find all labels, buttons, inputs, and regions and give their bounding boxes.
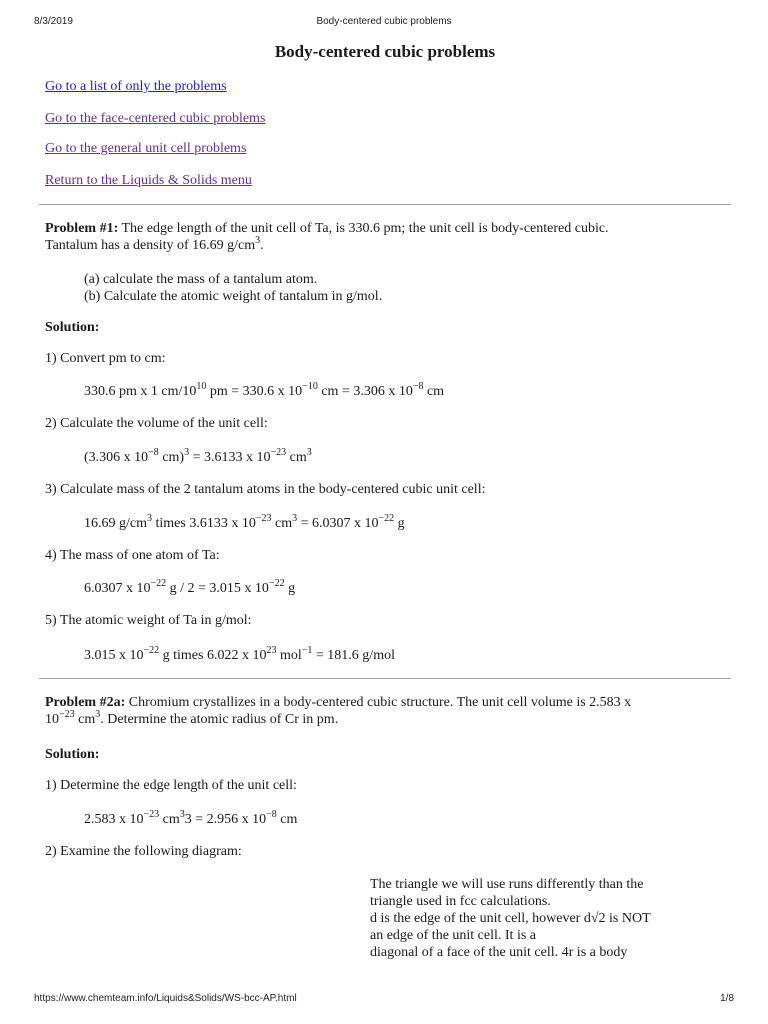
problem-1-step-4: 4) The mass of one atom of Ta: xyxy=(45,548,220,563)
page-url: https://www.chemteam.info/Liquids&Solids/WS-bcc-AP.html xyxy=(34,993,297,1004)
problem-1-equation-3: 16.69 $g/cm^3$ times 3.6133 x $10^{-23}$ $cm^3 = 6.0307$ x $10^{-22}$ g xyxy=(84,513,405,531)
problem-2a-solution-label: Solution: xyxy=(45,747,100,762)
divider xyxy=(39,678,731,679)
diagram-side-note: The triangle we will use runs differently than the triangle used in fcc calculations. d is the edge of the unit cell, however d√2 is NOT an edge of the unit cell. It is a diagonal of a face of the unit cell. 4r is a body xyxy=(370,877,651,960)
print-title: Body-centered cubic problems xyxy=(316,16,452,27)
problem-1-step-3: 3) Calculate mass of the 2 tantalum atoms in the body-centered cubic unit cell: xyxy=(45,482,486,497)
problem-2a-equation-1: 2.583 x $10^{-23}$ $cm^33 = 2.956$ x $10^{-8}$ cm xyxy=(84,809,298,827)
problem-2a-label: Problem #2a: xyxy=(45,695,126,710)
link-problem-list[interactable]: Go to a list of only the problems xyxy=(45,79,227,94)
problem-1-equation-4: 6.0307 x $10^{-22}$ g / 2 = 3.015 x $10^{-22}$ g xyxy=(84,578,296,596)
problem-1-step-1: 1) Convert pm to cm: xyxy=(45,351,166,366)
problem-1-step-5: 5) The atomic weight of Ta in g/mol: xyxy=(45,613,252,628)
problem-1-statement: Problem #1: The edge length of the unit cell of Ta, is 330.6 pm; the unit cell is body-centered cubic. Tantalum has a density of 16.69 $g/cm^3$. xyxy=(45,221,609,253)
page-title: Body-centered cubic problems xyxy=(274,42,496,61)
problem-1-equation-1: 330.6 pm x 1 $cm/10^{10}$ pm = 330.6 x $10^{-10}$ cm = 3.306 x $10^{-8}$ cm xyxy=(84,381,445,399)
problem-2a-statement: Problem #2a: Chromium crystallizes in a body-centered cubic structure. The unit cell volume is 2.583 x $10^{-23}$ $cm^3$. Determine the atomic radius of Cr in pm. xyxy=(45,695,632,727)
problem-1-equation-5: 3.015 x $10^{-22}$ g times 6.022 x $10^{23}$ mol$^{-1}$ = 181.6 g/mol xyxy=(84,645,395,663)
print-header xyxy=(34,16,734,30)
problem-1-label: Problem #1: xyxy=(45,221,119,236)
problem-1-solution-label: Solution: xyxy=(45,320,100,335)
link-fcc-problems[interactable]: Go to the face-centered cubic problems xyxy=(45,111,266,126)
link-unit-cell-problems[interactable]: Go to the general unit cell problems xyxy=(45,141,247,156)
print-footer xyxy=(34,993,734,1007)
link-liquids-solids-menu[interactable]: Return to the Liquids & Solids menu xyxy=(45,173,252,188)
problem-2a-step-1: 1) Determine the edge length of the unit cell: xyxy=(45,778,297,793)
problem-1-equation-2: (3.306 x $10^{-8}$ cm)$^3$ = 3.6133 x $10^{-23}$ $cm^3$ xyxy=(84,447,312,465)
problem-2a-step-2: 2) Examine the following diagram: xyxy=(45,844,242,859)
problem-1-part-b: (b) Calculate the atomic weight of tantalum in g/mol. xyxy=(84,289,383,304)
problem-1-part-a: (a) calculate the mass of a tantalum atom. xyxy=(84,272,318,287)
page-number: 1/8 xyxy=(720,993,734,1004)
divider xyxy=(39,204,731,205)
problem-1-step-2: 2) Calculate the volume of the unit cell: xyxy=(45,416,268,431)
print-date: 8/3/2019 xyxy=(34,16,73,27)
